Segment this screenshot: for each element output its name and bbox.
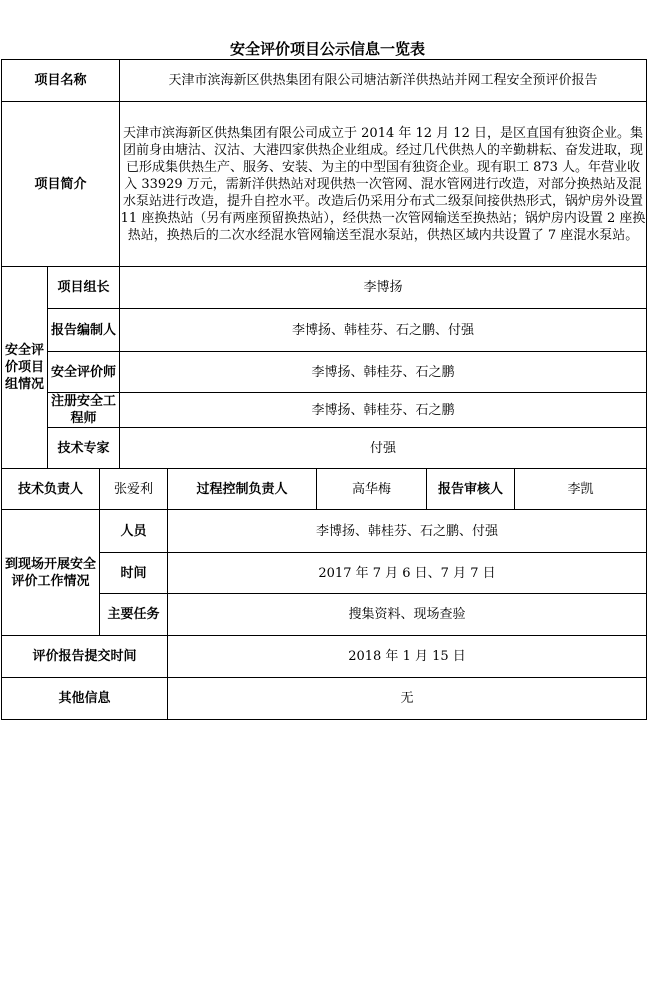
other-info-row <box>2 678 647 720</box>
visit-time-value: 2017 年 7 月 6 日、7 月 7 日 <box>168 553 647 594</box>
report-reviewer-label: 报告审核人 <box>427 469 515 510</box>
team-row <box>2 352 647 393</box>
project-intro-label: 项目简介 <box>2 102 120 267</box>
personnel-value: 李博扬、韩桂芬、石之鹏、付强 <box>168 510 647 553</box>
page-title: 安全评价项目公示信息一览表 <box>229 40 425 58</box>
team-row <box>2 393 647 428</box>
team-leader-label: 项目组长 <box>48 267 120 309</box>
personnel-label: 人员 <box>100 510 168 553</box>
safety-assessor-label: 安全评价师 <box>48 352 120 393</box>
visit-time-label: 时间 <box>100 553 168 594</box>
project-name-row <box>2 60 647 102</box>
main-task-value: 搜集资料、现场查验 <box>168 594 647 636</box>
responsible-row <box>2 469 647 510</box>
other-info-value: 无 <box>168 678 647 720</box>
safety-engineer-label: 注册安全工程师 <box>48 393 120 428</box>
project-name-label: 项目名称 <box>2 60 120 102</box>
info-table <box>1 59 647 720</box>
team-row <box>2 309 647 352</box>
project-intro-value: 天津市滨海新区供热集团有限公司成立于 2014 年 12 月 12 日，是区直国有独资企业。集团前身由塘沽、汉沽、大港四家供热企业组成。经过几代供热人的辛勤耕耘、奋发进取，现已形成集供热生产、服务、安装、为主的中型国有独资企业。现有职工 873 人。年营业收入 33929 万元，需新洋供热站对现供热一次管网、混水管网进行改造，对部分换热站及混水泵站进行改造，提升自控水平。改造后仍采用分布式二级泵间接供热形式，锅炉房外设置 11 座换热站（另有两座预留换热站），经供热一次管网输送至换热站；锅炉房内设置 2 座换热站，换热后的二次水经混水管网输送至混水泵站，供热区域内共设置了 7 座混水泵站。 <box>120 102 647 267</box>
report-reviewer-value: 李凯 <box>515 469 647 510</box>
tech-lead-value: 张爱利 <box>100 469 168 510</box>
main-task-label: 主要任务 <box>100 594 168 636</box>
tech-expert-label: 技术专家 <box>48 428 120 469</box>
safety-assessor-value: 李博扬、韩桂芬、石之鹏 <box>120 352 647 393</box>
report-author-value: 李博扬、韩桂芬、石之鹏、付强 <box>120 309 647 352</box>
report-author-label: 报告编制人 <box>48 309 120 352</box>
team-leader-value: 李博扬 <box>120 267 647 309</box>
site-work-row <box>2 510 647 553</box>
team-row <box>2 428 647 469</box>
submit-time-value: 2018 年 1 月 15 日 <box>168 636 647 678</box>
other-info-label: 其他信息 <box>2 678 168 720</box>
safety-engineer-value: 李博扬、韩桂芬、石之鹏 <box>120 393 647 428</box>
process-control-label: 过程控制负责人 <box>168 469 317 510</box>
site-work-group-label: 到现场开展安全评价工作情况 <box>2 510 100 636</box>
project-intro-row <box>2 102 647 267</box>
submit-time-row <box>2 636 647 678</box>
tech-lead-label: 技术负责人 <box>2 469 100 510</box>
submit-time-label: 评价报告提交时间 <box>2 636 168 678</box>
project-name-value: 天津市滨海新区供热集团有限公司塘沽新洋供热站并网工程安全预评价报告 <box>120 60 647 102</box>
tech-expert-value: 付强 <box>120 428 647 469</box>
team-group-label: 安全评价项目组情况 <box>2 267 48 469</box>
team-row <box>2 267 647 309</box>
process-control-value: 高华梅 <box>317 469 427 510</box>
